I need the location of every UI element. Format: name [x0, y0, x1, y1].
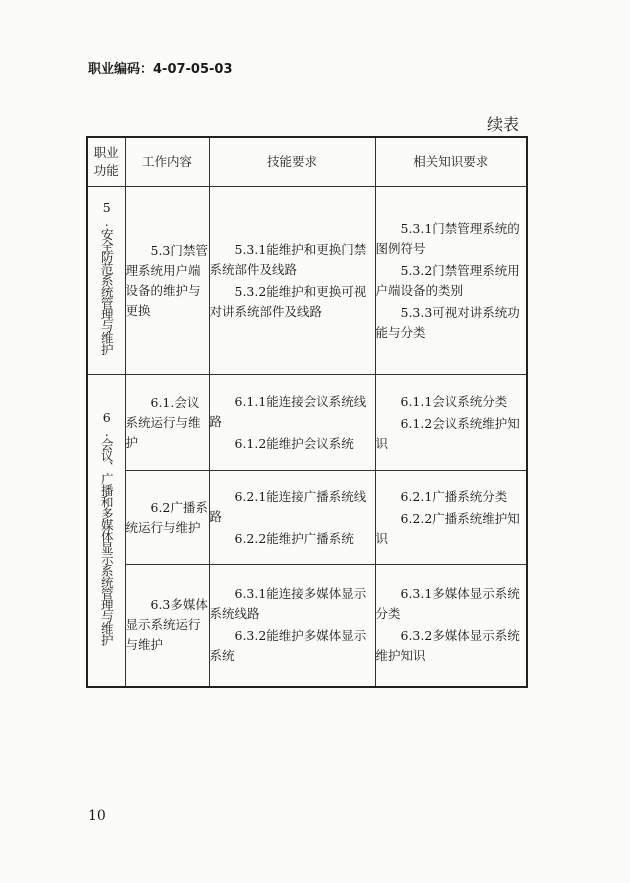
header-work: 工作内容: [125, 137, 209, 187]
table-row: [87, 375, 527, 471]
knowledge-cell: 5.3.1门禁管理系统的图例符号 5.3.2门禁管理系统用户端设备的类别 5.3.3可视对讲系统功能与分类: [375, 187, 527, 375]
header-knowledge: 相关知识要求: [375, 137, 527, 187]
skill-cell: 6.2.1能连接广播系统线路 6.2.2能维护广播系统: [209, 471, 375, 565]
page-number: 10: [88, 808, 106, 824]
knowledge-cell: 6.1.1会议系统分类 6.1.2会议系统维护知识: [375, 375, 527, 471]
work-cell: 6.3多媒体显示系统运行与维护: [125, 565, 209, 687]
work-cell: 6.2广播系统运行与维护: [125, 471, 209, 565]
table-row: [87, 565, 527, 687]
skill-cell: 6.3.1能连接多媒体显示系统线路 6.3.2能维护多媒体显示系统: [209, 565, 375, 687]
function-cell: 5.安全防范系统管理与维护: [87, 187, 125, 375]
table-row: [87, 471, 527, 565]
occupation-code: 职业编码：4-07-05-03: [88, 62, 233, 77]
work-cell: 5.3门禁管理系统用户端设备的维护与更换: [125, 187, 209, 375]
function-cell: 6.会议、广播和多媒体显示系统管理与维护: [87, 375, 125, 687]
continued-label: 续表: [487, 115, 520, 134]
header-function: 职业 功能: [87, 137, 125, 187]
work-cell: 6.1.会议系统运行与维护: [125, 375, 209, 471]
skill-cell: 5.3.1能维护和更换门禁系统部件及线路 5.3.2能维护和更换可视对讲系统部件及线路: [209, 187, 375, 375]
table-header-row: [87, 137, 527, 187]
table-row: [87, 187, 527, 375]
header-skill: 技能要求: [209, 137, 375, 187]
knowledge-cell: 6.2.1广播系统分类 6.2.2广播系统维护知识: [375, 471, 527, 565]
knowledge-cell: 6.3.1多媒体显示系统分类 6.3.2多媒体显示系统维护知识: [375, 565, 527, 687]
requirements-table: [86, 136, 528, 688]
skill-cell: 6.1.1能连接会议系统线路 6.1.2能维护会议系统: [209, 375, 375, 471]
